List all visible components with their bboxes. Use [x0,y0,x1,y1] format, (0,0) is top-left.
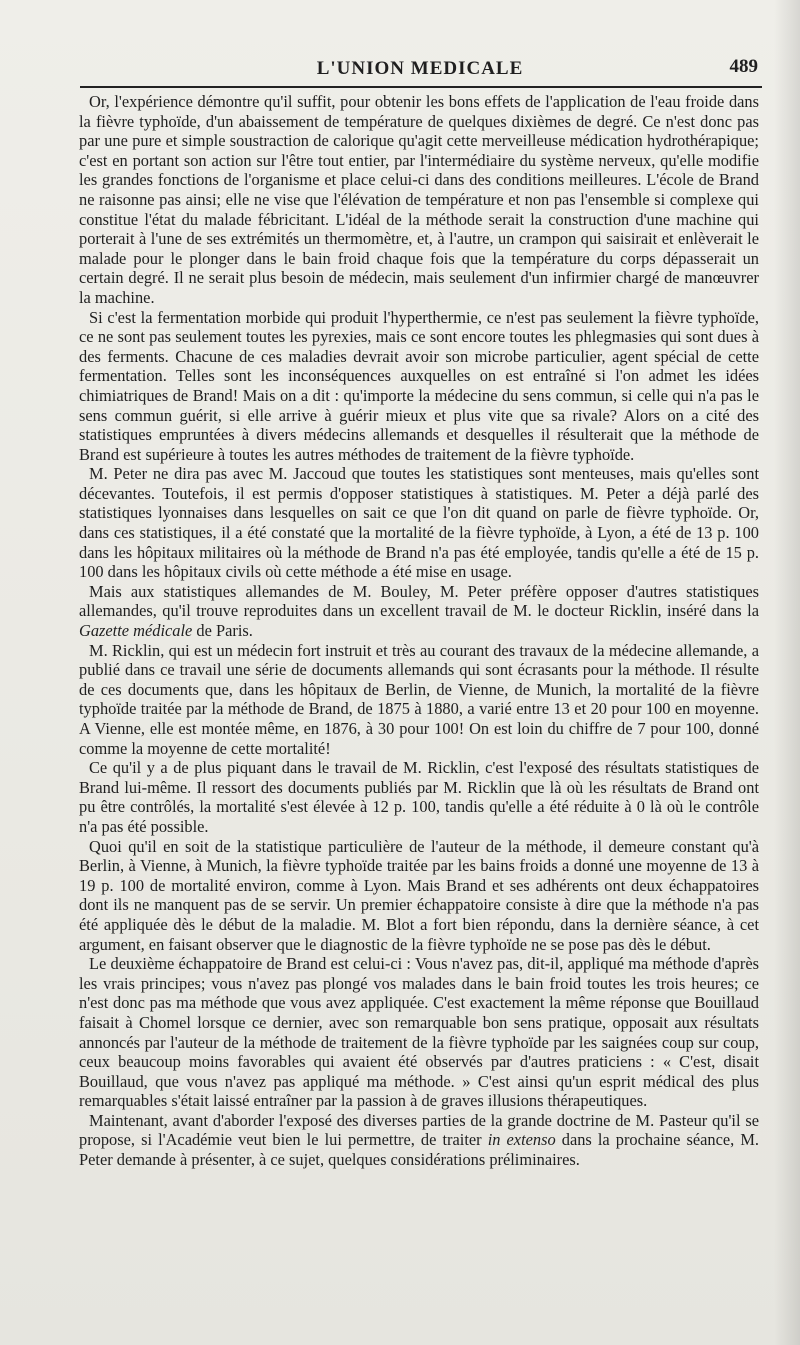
paragraph: Si c'est la fermentation morbide qui produit l'hyperthermie, ce n'est pas seulement la fièvre typhoïde, ce ne sont pas seulement toutes les pyrexies, mais ce sont encore toutes les phlegmasies qui sont dues à des ferments. Chacune de ces maladies devrait avoir son microbe particulier, agent spécial de cette fermentation. Telles sont les inconséquences auxquelles on est entraîné si l'on admet les idées chimiatriques de Brand! Mais on a dit : qu'importe la médecine du sens commun, si celle qui n'a pas le sens commun guérit, si elle arrive à guérir mieux et plus vite que sa rivale? Alors on a cité des statistiques empruntées à divers médecins allemands et desquelles il résulterait que la méthode de Brand est supérieure à toutes les autres méthodes de traitement de la fièvre typhoïde. [79,307,759,464]
italic-phrase: in extenso [487,1130,556,1150]
paragraph: Or, l'expérience démontre qu'il suffit, pour obtenir les bons effets de l'application de l'eau froide dans la fièvre typhoïde, d'un abaissement de température de quelques dixièmes de degré. Ce n'est donc pas par une pure et simple soustraction de calorique qu'agit cette merveilleuse médication hydrothérapique; c'est en portant son action sur l'être tout entier, par l'intermédiaire du système nerveux, qu'elle modifie les grandes fonctions de l'organisme et place celui-ci dans des conditions meilleures. L'école de Brand ne raisonne pas ainsi; elle ne vise que l'élévation de température et non pas l'ensemble si complexe qui constitue l'état du malade fébricitant. L'idéal de la méthode serait la construction d'une machine qui porterait à l'une de ses extrémités un thermomètre, et, à l'autre, un crampon qui saisirait et enlèverait le malade pour le plonger dans le bain froid chaque fois que la température du corps dépasserait un certain degré. Il ne serait plus besoin de médecin, mais seulement d'un infirmier chargé de manœuvrer la machine. [79,92,759,307]
paragraph: Quoi qu'il en soit de la statistique particulière de l'auteur de la méthode, il demeure constant qu'à Berlin, à Vienne, à Munich, la fièvre typhoïde traitée par les bains froids a donné une moyenne de 13 à 19 p. 100 de mortalité environ, comme à Lyon. Mais Brand et ses adhérents ont deux échappatoires dont ils ne manquent pas de se servir. Un premier échappatoire consiste à dire que la méthode n'a pas été appliquée dès le début de la maladie. M. Blot a fort bien répondu, dans la dernière séance, à cet argument, en faisant observer que le diagnostic de la fièvre typhoïde ne se pose pas dès le début. [79,836,759,954]
header-rule [80,86,762,88]
article-body [79,92,759,1170]
paragraph: Mais aux statistiques allemandes de M. Bouley, M. Peter préfère opposer d'autres statistiques allemandes, qu'il trouve reproduites dans un excellent travail de M. le docteur Ricklin, inséré dans la Gazette médicale de Paris. [79,581,759,641]
paragraph: M. Ricklin, qui est un médecin fort instruit et très au courant des travaux de la médecine allemande, a publié dans ce travail une série de documents allemands qui sont écrasants pour la méthode. Il résulte de ces documents que, dans les hôpitaux de Berlin, de Vienne, de Munich, la mortalité de la fièvre typhoïde traitée par la méthode de Brand, de 1875 à 1880, a varié entre 13 et 20 pour 100 en moyenne. A Vienne, elle est montée même, en 1876, à 30 pour 100! On est loin du chiffre de 7 pour 100, donné comme la moyenne de cette mortalité! [79,640,759,758]
paragraph: M. Peter ne dira pas avec M. Jaccoud que toutes les statistiques sont menteuses, mais qu'elles sont décevantes. Toutefois, il est permis d'opposer statistiques à statistiques. M. Peter a déjà parlé des statistiques lyonnaises dans lesquelles on sait ce que l'on dit quand on parle de fièvre typhoïde. Or, dans ces statistiques, il a été constaté que la mortalité de la fièvre typhoïde, à Lyon, a été de 13 p. 100 dans les hôpitaux militaires où la méthode de Brand n'a pas été employée, tandis qu'elle a été de 15 p. 100 dans les hôpitaux civils où cette méthode a été mise en usage. [79,464,759,582]
running-title: L'UNION MEDICALE [316,58,524,79]
paragraph: Ce qu'il y a de plus piquant dans le travail de M. Ricklin, c'est l'exposé des résultats statistiques de Brand lui-même. Il ressort des documents publiés par M. Ricklin que là où les résultats de Brand ont pu être contrôlés, la mortalité s'est élevée à 12 p. 100, tandis qu'elle a été réduite à 0 là où le contrôle n'a pas été possible. [79,758,759,836]
paragraph: Le deuxième échappatoire de Brand est celui-ci : Vous n'avez pas, dit-il, appliqué ma méthode d'après les vrais principes; vous n'avez pas plongé vos malades dans le bain froid toutes les trois heures; ce n'est donc pas ma méthode que vous avez appliquée. C'est exactement la même réponse que Bouillaud faisait à Chomel lorsque ce dernier, avec son remarquable bon sens pratique, opposait aux résultats annoncés par l'auteur de la méthode de traitement de la fièvre typhoïde par les saignées coup sur coup, ceux beaucoup moins favorables qui avaient été observés par d'autres praticiens : « C'est, disait Bouillaud, que vous n'avez pas appliqué ma méthode. » C'est ainsi qu'un esprit médical des plus remarquables s'était laissé entraîner par la passion à de graves illusions thérapeutiques. [79,954,759,1111]
page-number: 489 [729,56,758,77]
page-header [80,56,760,86]
page-edge-shadow [774,0,800,1345]
italic-phrase: Gazette médicale [79,621,193,641]
paragraph: Maintenant, avant d'aborder l'exposé des diverses parties de la grande doctrine de M. Pasteur qu'il se propose, si l'Académie veut bien le lui permettre, de traiter in extenso dans la prochaine séance, M. Peter demande à présenter, à ce sujet, quelques considérations préliminaires. [79,1110,759,1170]
